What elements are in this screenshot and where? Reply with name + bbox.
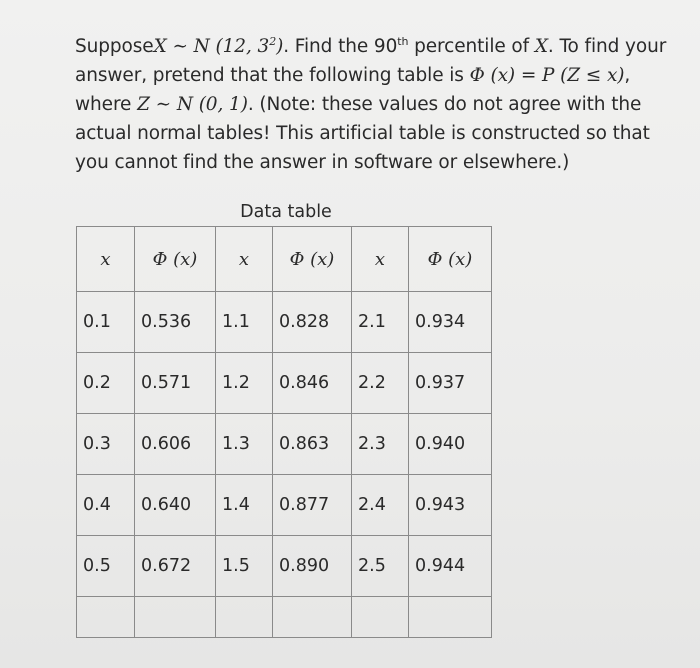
table-cell: 0.890 (273, 536, 352, 597)
question-part: , where (75, 65, 631, 115)
table-cell: 0.863 (273, 414, 352, 475)
header-cell: x (352, 227, 409, 292)
table-cell-empty (352, 597, 409, 638)
table-header-row (77, 227, 492, 292)
standard-normal-expression: Z ∼ N (0, 1) (137, 94, 248, 115)
table-row (77, 475, 492, 536)
ordinal-suffix: th (397, 35, 409, 48)
data-table-container (76, 226, 494, 668)
variance-exponent: 2 (269, 35, 277, 48)
table-row (77, 292, 492, 353)
distribution-expression (154, 36, 284, 57)
table-cell: 0.940 (409, 414, 492, 475)
table-cell: 0.943 (409, 475, 492, 536)
table-cell: 0.877 (273, 475, 352, 536)
question-text (75, 32, 685, 177)
table-cell: 0.536 (135, 292, 216, 353)
table-cell: 0.846 (273, 353, 352, 414)
table-cell: 0.4 (77, 475, 135, 536)
table-cell: 0.672 (135, 536, 216, 597)
table-cell-empty (135, 597, 216, 638)
table-cell: 2.1 (352, 292, 409, 353)
question-part: . Find the 90 (283, 36, 398, 57)
table-cell: 0.937 (409, 353, 492, 414)
table-cell-empty (409, 597, 492, 638)
table-cell: 0.571 (135, 353, 216, 414)
table-cell: 1.5 (216, 536, 273, 597)
header-cell: x (77, 227, 135, 292)
table-cell: 1.3 (216, 414, 273, 475)
question-part: Suppose (75, 36, 154, 57)
table-cell: 2.5 (352, 536, 409, 597)
distribution-close: ) (276, 36, 284, 57)
table-cell: 2.4 (352, 475, 409, 536)
table-cell: 0.606 (135, 414, 216, 475)
table-cell: 0.828 (273, 292, 352, 353)
table-row (77, 536, 492, 597)
table-cell: 0.944 (409, 536, 492, 597)
header-cell: x (216, 227, 273, 292)
question-part: . (Note: these values do not agree with the actual normal tables! This artificial table is constructed so that you cannot find the answer in software or elsewhere.) (75, 94, 650, 173)
table-cell: 1.2 (216, 353, 273, 414)
table-cell: 0.3 (77, 414, 135, 475)
table-cell-empty (216, 597, 273, 638)
table-cell: 1.4 (216, 475, 273, 536)
question-part: percentile of (408, 36, 530, 57)
question-part: . To find your answer, pretend that the following table is (75, 36, 667, 86)
table-cell: 0.934 (409, 292, 492, 353)
table-row-partial (77, 597, 492, 638)
distribution-math: X ∼ N (12, 3 (153, 36, 270, 57)
table-cell: 2.3 (352, 414, 409, 475)
table-cell-empty (273, 597, 352, 638)
table-cell: 1.1 (216, 292, 273, 353)
table-cell: 0.5 (77, 536, 135, 597)
table-caption (0, 202, 572, 222)
table-caption-text: Data table (240, 202, 332, 222)
data-table (76, 226, 492, 638)
header-cell: Φ (x) (135, 227, 216, 292)
header-cell: Φ (x) (273, 227, 352, 292)
cdf-expression: Φ (x) = P (Z ≤ x) (469, 65, 625, 86)
table-row (77, 414, 492, 475)
table-cell: 2.2 (352, 353, 409, 414)
table-cell-empty (77, 597, 135, 638)
variable-x: X (534, 36, 548, 57)
table-cell: 0.640 (135, 475, 216, 536)
table-row (77, 353, 492, 414)
header-cell: Φ (x) (409, 227, 492, 292)
table-cell: 0.2 (77, 353, 135, 414)
table-cell: 0.1 (77, 292, 135, 353)
